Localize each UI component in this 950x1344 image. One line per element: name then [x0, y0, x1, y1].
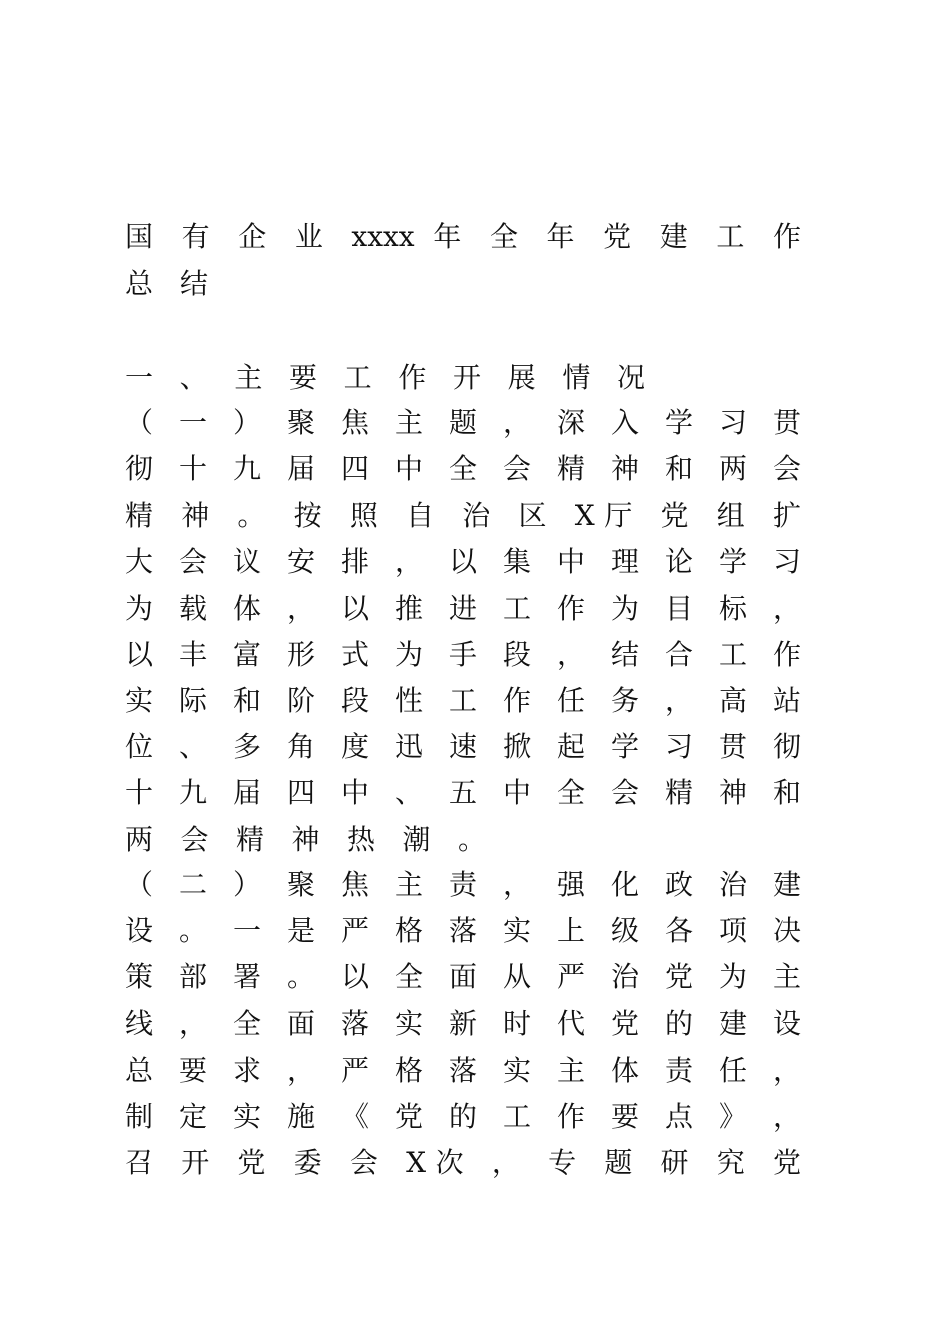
paragraph-line: 总 要 求 ， 严 格 落 实 主 体 责 任 ，: [125, 1054, 801, 1087]
paragraph-line: 召 开 党 委 会 X次 ， 专 题 研 究 党: [125, 1146, 801, 1179]
paragraph-line: 为 载 体 ， 以 推 进 工 作 为 目 标 ，: [125, 592, 801, 625]
section-heading: 一 、 主 要 工 作 开 展 情 况: [125, 361, 645, 394]
paragraph-line: 位 、 多 角 度 迅 速 掀 起 学 习 贯 彻: [125, 730, 801, 763]
paragraph-line: （ 一 ） 聚 焦 主 题 ， 深 入 学 习 贯: [125, 406, 801, 439]
paragraph-line: 大 会 议 安 排 ， 以 集 中 理 论 学 习: [125, 545, 801, 578]
paragraph-line: 精 神 。 按 照 自 治 区 X厅 党 组 扩: [125, 499, 801, 532]
paragraph-line: 实 际 和 阶 段 性 工 作 任 务 ， 高 站: [125, 684, 801, 717]
document-title-line-2: 总结: [125, 267, 236, 300]
paragraph-line: 策 部 署 。 以 全 面 从 严 治 党 为 主: [125, 960, 801, 993]
document-title-line-1: 国 有 企 业 xxxx 年 全 年 党 建 工 作: [125, 220, 801, 253]
paragraph-line: （ 二 ） 聚 焦 主 责 ， 强 化 政 治 建: [125, 868, 801, 901]
paragraph-line: 以 丰 富 形 式 为 手 段 ， 结 合 工 作: [125, 638, 801, 671]
paragraph-line: 线 ， 全 面 落 实 新 时 代 党 的 建 设: [125, 1007, 801, 1040]
paragraph-line: 彻 十 九 届 四 中 全 会 精 神 和 两 会: [125, 452, 801, 485]
paragraph-line: 制 定 实 施 《 党 的 工 作 要 点 》 ，: [125, 1100, 801, 1133]
paragraph-line: 十 九 届 四 中 、 五 中 全 会 精 神 和: [125, 776, 801, 809]
paragraph-line: 两会精神热潮。: [125, 823, 514, 856]
paragraph-line: 设 。 一 是 严 格 落 实 上 级 各 项 决: [125, 914, 801, 947]
